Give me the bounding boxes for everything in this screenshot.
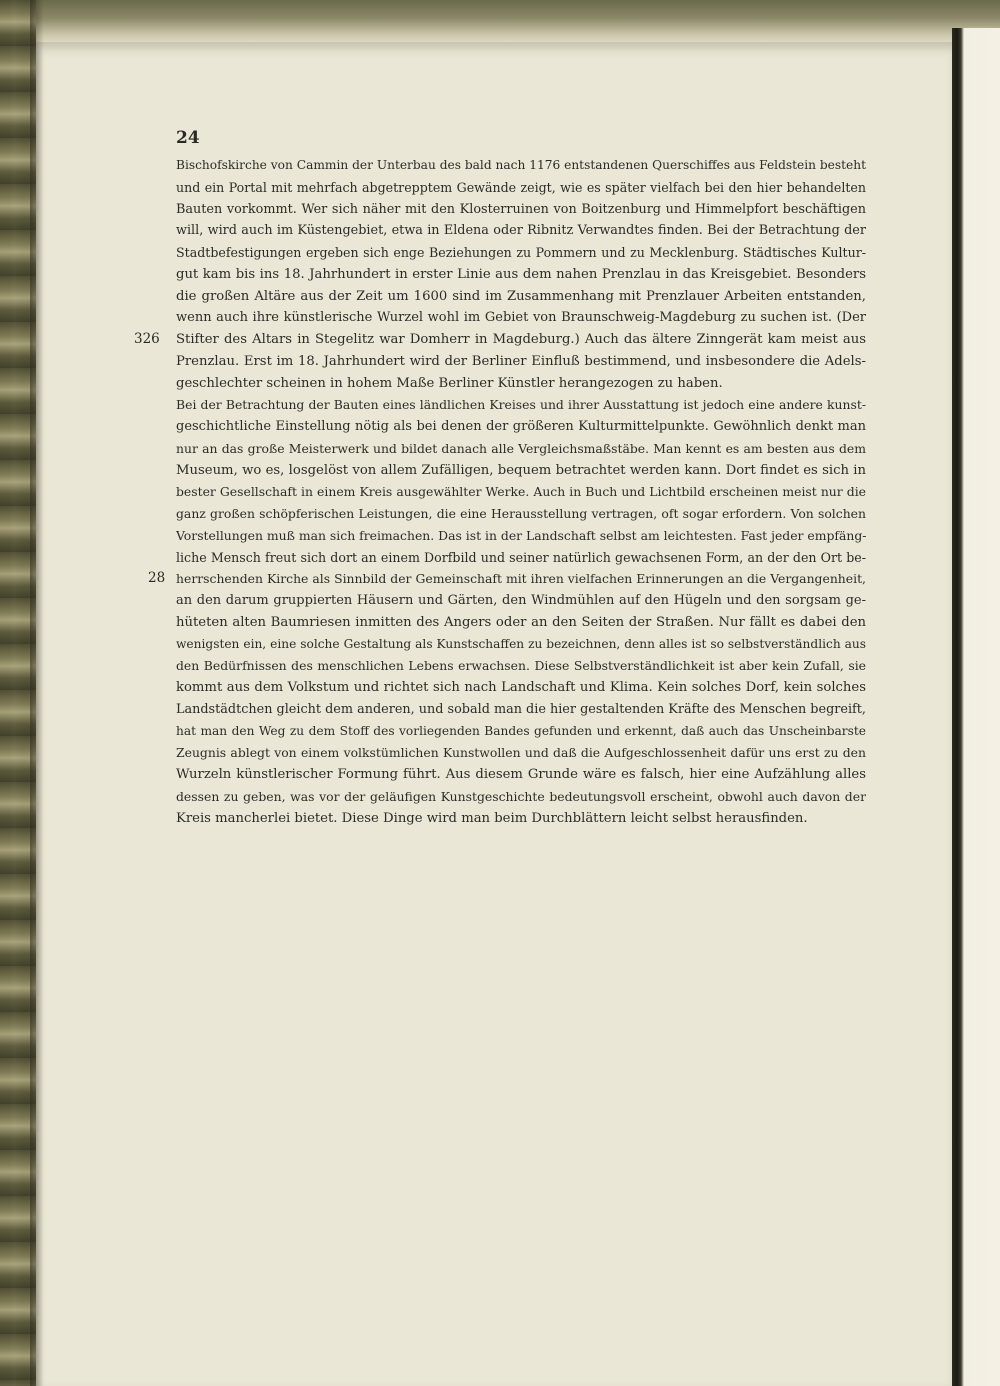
text-line: Vorstellungen muß man sich freimachen. Das ist in der Landschaft selbst am leichtesten. Fast jeder empfäng- xyxy=(176,527,866,543)
text-line: dessen zu geben, was vor der geläufigen Kunstgeschichte bedeutungsvoll erscheint, obwohl auch davon der xyxy=(176,788,866,804)
text-line: geschichtliche Einstellung nötig als bei denen der größeren Kulturmittelpunkte. Gewöhnlich denkt man xyxy=(176,419,866,434)
text-line: will, wird auch im Küstengebiet, etwa in Eldena oder Ribnitz Verwandtes finden. Bei der Betrachtung der xyxy=(176,223,866,239)
text-line: Stadtbefestigungen ergeben sich enge Beziehungen zu Pommern und zu Mecklenburg. Städtisches Kultur- xyxy=(176,245,866,260)
text-line: kommt aus dem Volkstum und richtet sich nach Landschaft und Klima. Kein solches Dorf, kein solches xyxy=(176,680,866,695)
text-line: wenn auch ihre künstlerische Wurzel wohl im Gebiet von Braunschweig-Magdeburg zu suchen ist. (Der xyxy=(176,310,866,326)
text-line: Stifter des Altars in Stegelitz war Domherr in Magdeburg.) Auch das ältere Zinngerät kam meist aus xyxy=(176,332,866,347)
text-line: Bei der Betrachtung der Bauten eines ländlichen Kreises und ihrer Ausstattung ist jedoch eine andere kunst- xyxy=(176,397,866,413)
text-line: bester Gesellschaft in einem Kreis ausgewählter Werke. Auch in Buch und Lichtbild erscheinen meist nur die xyxy=(176,484,866,500)
text-line: gut kam bis ins 18. Jahrhundert in erster Linie aus dem nahen Prenzlau in das Kreisgebiet. Besonders xyxy=(176,266,866,282)
text-line: geschlechter scheinen in hohem Maße Berliner Künstler herangezogen zu haben. xyxy=(176,375,723,391)
text-line: liche Mensch freut sich dort an einem Dorfbild und seiner natürlich gewachsenen Form, an der den Ort be- xyxy=(176,549,866,565)
text-line: Zeugnis ablegt von einem volkstümlichen Kunstwollen und daß die Aufgeschlossenheit dafür uns erst zu den xyxy=(176,745,866,761)
text-line: Museum, wo es, losgelöst von allem Zufälligen, bequem betrachtet werden kann. Dort findet es sich in xyxy=(176,462,866,478)
text-line: ganz großen schöpferischen Leistungen, die eine Herausstellung vertragen, oft sogar erfordern. Von solchen xyxy=(176,506,866,521)
text-line: hüteten alten Baumriesen inmitten des Angers oder an den Seiten der Straßen. Nur fällt es dabei den xyxy=(176,614,866,630)
paragraph-1 xyxy=(176,155,866,394)
text-line: Wurzeln künstlerischer Formung führt. Aus diesem Grunde wäre es falsch, hier eine Aufzählung alles xyxy=(176,767,866,782)
text-line: Bischofskirche von Cammin der Unterbau des bald nach 1176 entstandenen Querschiffes aus Feldstein besteht xyxy=(176,158,866,172)
text-line: den Bedürfnissen des menschlichen Lebens erwachsen. Diese Selbstverständlichkeit ist aber kein Zufall, sie xyxy=(176,658,866,674)
page-number: 24 xyxy=(176,128,200,148)
text-line: Prenzlau. Erst im 18. Jahrhundert wird der Berliner Einfluß bestimmend, und insbesondere die Adels- xyxy=(176,353,866,369)
text-line: die großen Altäre aus der Zeit um 1600 sind im Zusammenhang mit Prenzlauer Arbeiten entstanden, xyxy=(176,288,866,304)
body-text xyxy=(176,155,866,829)
gutter-shadow xyxy=(30,0,44,1386)
text-line: und ein Portal mit mehrfach abgetrepptem Gewände zeigt, wie es später vielfach bei den hier behandelten xyxy=(176,179,866,195)
text-line: hat man den Weg zu dem Stoff des vorliegenden Bandes gefunden und erkennt, daß auch das Unscheinbarste xyxy=(176,723,866,738)
paragraph-2 xyxy=(176,394,866,829)
text-line: Landstädtchen gleicht dem anderen, und sobald man die hier gestaltenden Kräfte des Menschen begreift, xyxy=(176,701,866,717)
text-line: wenigsten ein, eine solche Gestaltung als Kunstschaffen zu bezeichnen, denn alles ist so selbstverständlich aus xyxy=(176,636,866,651)
text-line: nur an das große Meisterwerk und bildet danach alle Vergleichsmaßstäbe. Man kennt es am besten aus dem xyxy=(176,440,866,456)
text-line: Kreis mancherlei bietet. Diese Dinge wird man beim Durchblättern leicht selbst herausfinden. xyxy=(176,810,808,826)
page-top-shadow xyxy=(36,0,1000,46)
text-line: an den darum gruppierten Häusern und Gärten, den Windmühlen auf den Hügeln und den sorgsam ge- xyxy=(176,593,866,608)
text-line: Bauten vorkommt. Wer sich näher mit den Klosterruinen von Boitzenburg und Himmelpfort beschäftigen xyxy=(176,201,866,217)
next-page-edge xyxy=(952,28,1000,1386)
margin-note-28: 28 xyxy=(148,570,166,586)
margin-note-326: 326 xyxy=(134,331,160,347)
text-line: herrschenden Kirche als Sinnbild der Gemeinschaft mit ihren vielfachen Erinnerungen an die Vergangenheit, xyxy=(176,571,866,587)
